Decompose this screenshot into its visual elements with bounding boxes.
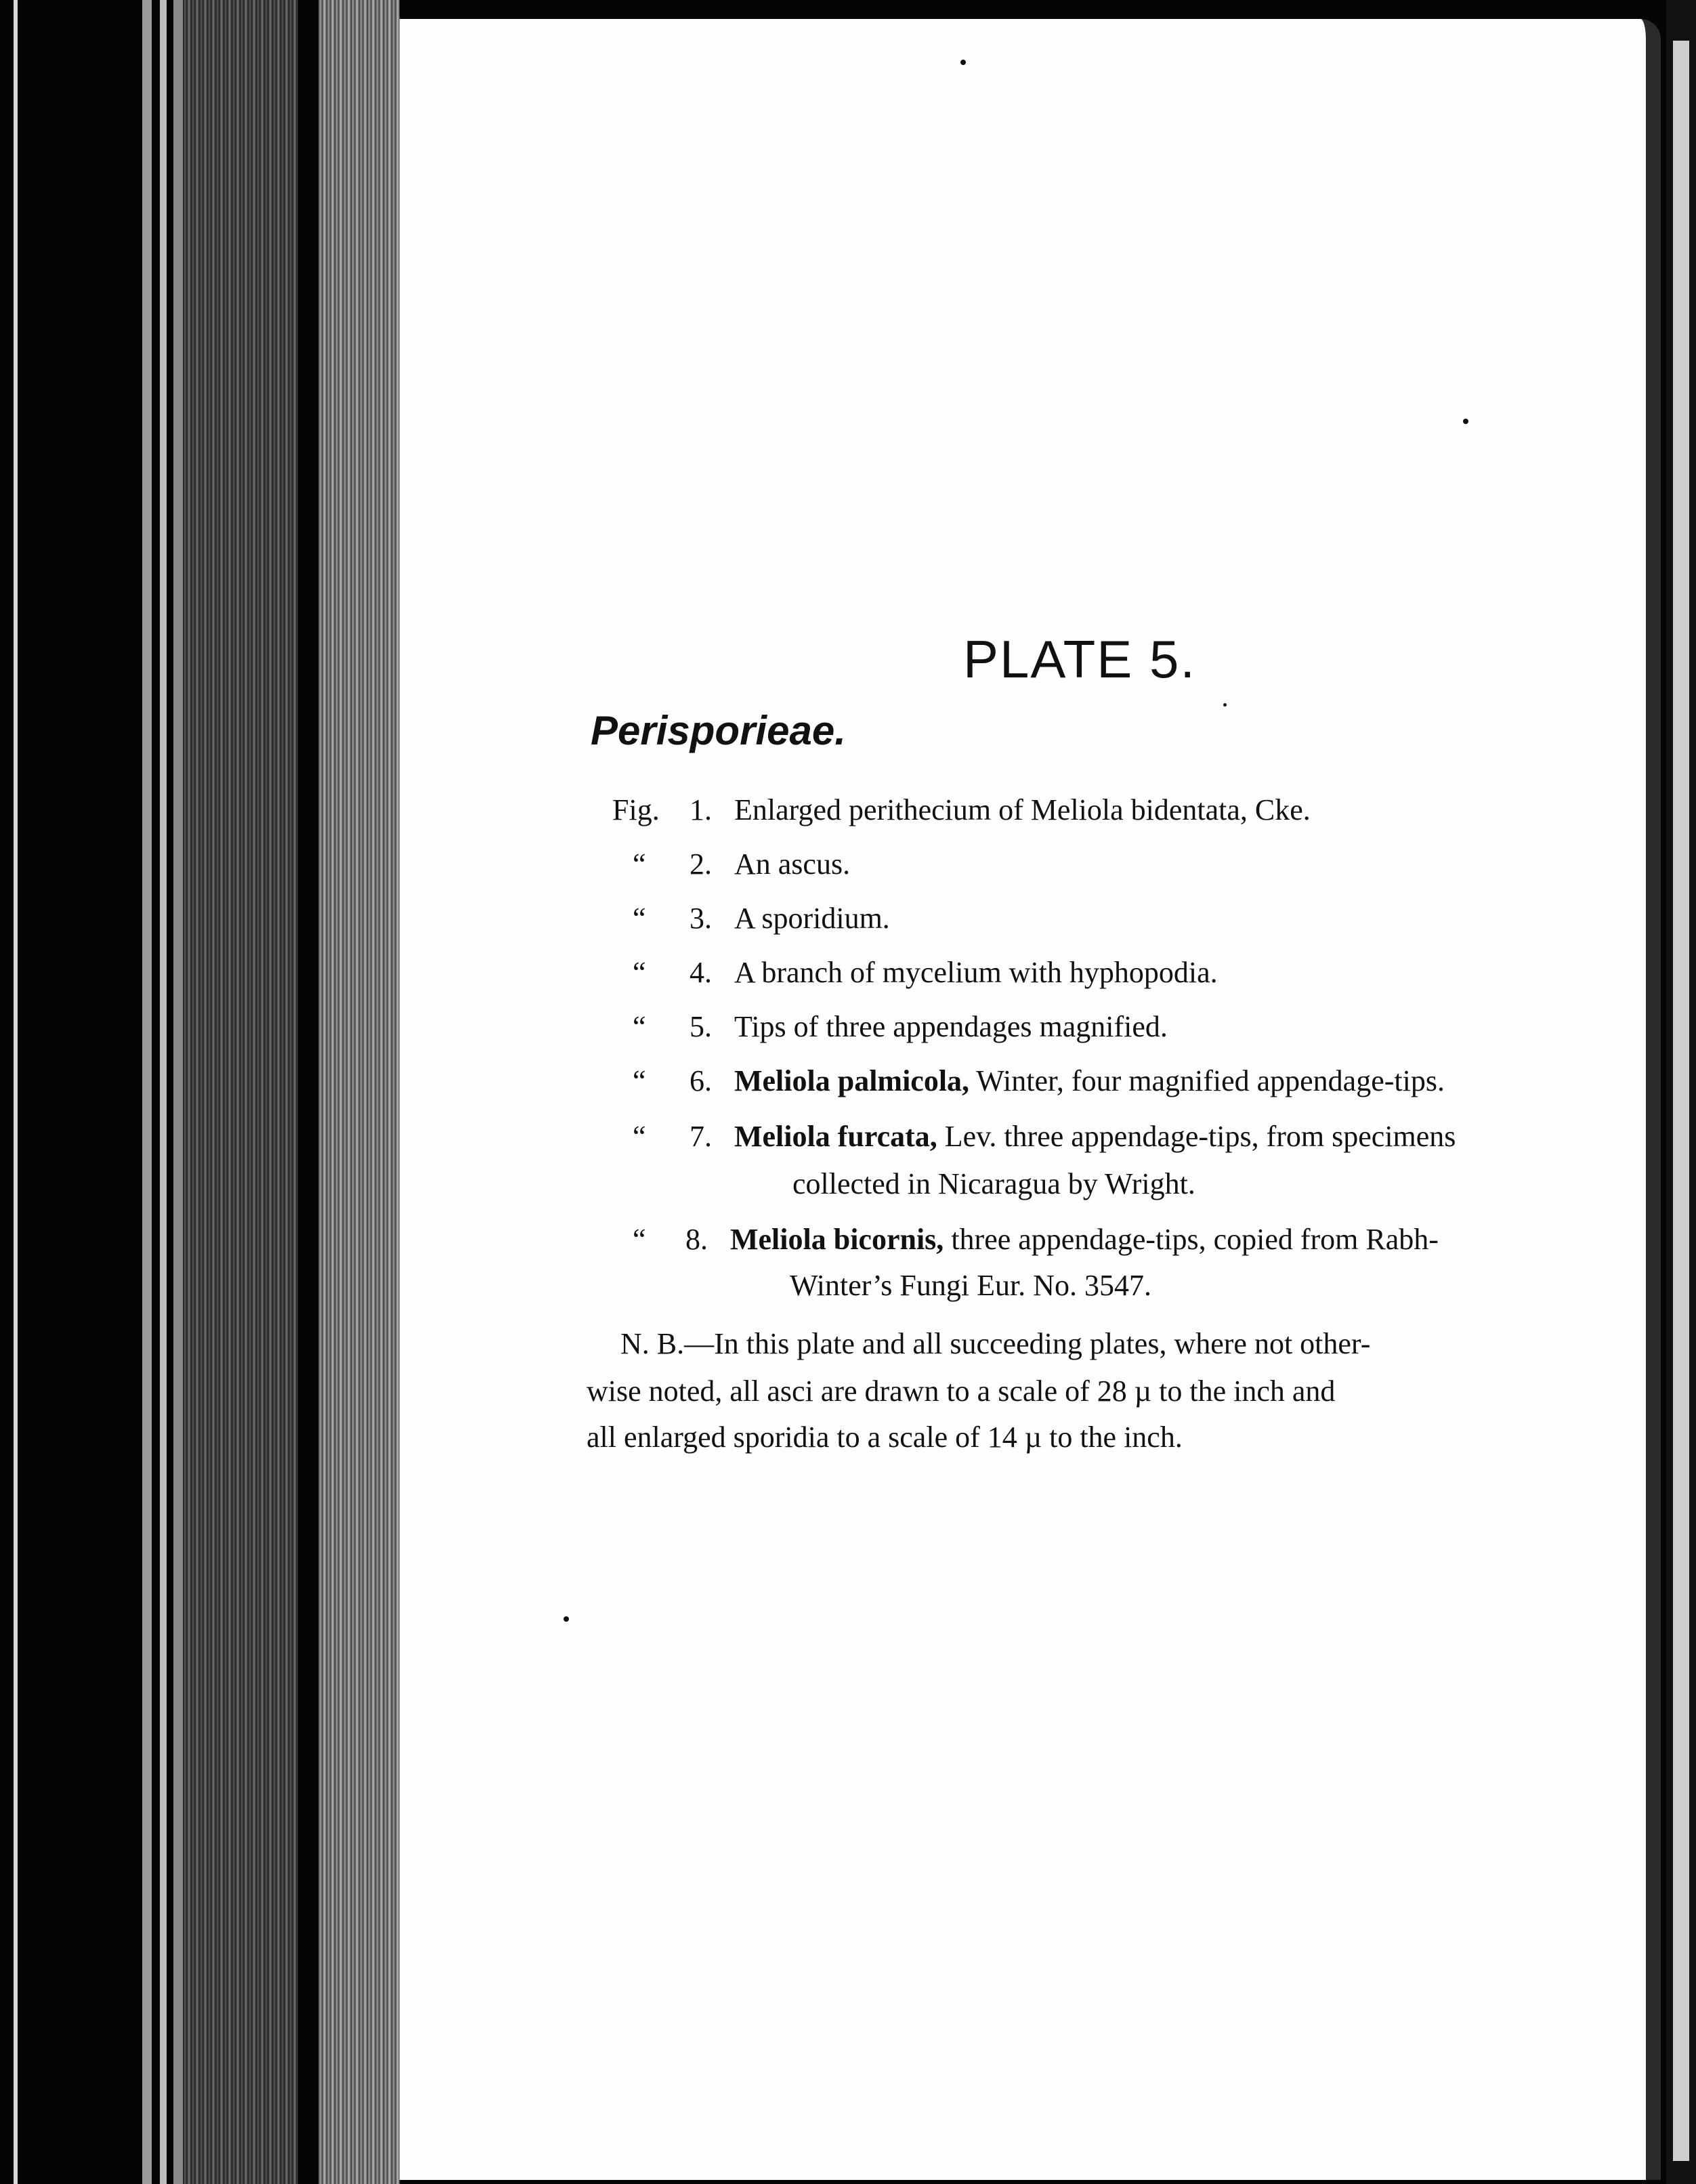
plate-title: PLATE 5.	[963, 629, 1197, 689]
note-line: N. B.—In this plate and all succeeding plates, where not other-	[620, 1327, 1371, 1360]
ditto-mark: “	[633, 1120, 646, 1153]
ditto-mark: “	[633, 1064, 646, 1097]
species-name: Meliola furcata,	[734, 1120, 937, 1153]
figure-number: 7.	[690, 1120, 712, 1153]
book-edge-line	[160, 0, 167, 2184]
caption-text: three appendage-tips, copied from Rabh-	[951, 1223, 1439, 1256]
figure-number: 2.	[690, 847, 712, 881]
figure-caption	[734, 847, 850, 881]
caption-text: An ascus.	[734, 847, 851, 881]
figure-caption	[730, 1222, 1439, 1257]
figure-number: 5.	[690, 1010, 712, 1043]
book-edge-line	[14, 0, 18, 2184]
figure-number: 1.	[690, 793, 712, 826]
figure-caption	[734, 1119, 1456, 1154]
speck	[960, 60, 966, 65]
caption-text: Tips of three appendages magnified.	[734, 1010, 1168, 1043]
note-line: all enlarged sporidia to a scale of 14 µ to the inch.	[587, 1421, 1183, 1454]
section-title: Perisporieae.	[591, 708, 846, 753]
figure-caption	[734, 1064, 1445, 1098]
caption-text: A sporidium.	[734, 902, 890, 935]
page-stack-shadow	[183, 0, 298, 2184]
species-name: Meliola bicornis,	[730, 1223, 944, 1256]
speck	[1463, 419, 1468, 424]
figure-caption	[734, 1009, 1168, 1044]
figure-caption	[734, 793, 1311, 827]
caption-text: Winter, four magnified appendage-tips.	[976, 1064, 1445, 1097]
speck	[1223, 703, 1227, 707]
caption-continuation: collected in Nicaragua by Wright.	[792, 1167, 1195, 1200]
figure-number: 8.	[685, 1223, 708, 1256]
figure-number: 3.	[690, 902, 712, 935]
figure-number: 4.	[690, 956, 712, 989]
ditto-mark: “	[633, 902, 646, 935]
facing-page-edge	[1666, 0, 1696, 2184]
ditto-mark: “	[633, 956, 646, 989]
caption-text: Lev. three appendage-tips, from specimens	[944, 1120, 1456, 1153]
speck	[564, 1616, 569, 1622]
ditto-mark: “	[633, 1223, 646, 1256]
figure-prefix: Fig.	[612, 793, 660, 826]
plate-page	[400, 19, 1661, 2180]
page-stack-edges	[318, 0, 400, 2184]
caption-text: Enlarged perithecium of Meliola bidentata, Cke.	[734, 793, 1311, 826]
species-name: Meliola palmicola,	[734, 1064, 970, 1097]
book-edge-line	[142, 0, 152, 2184]
caption-text: A branch of mycelium with hyphopodia.	[734, 956, 1218, 989]
note-line: wise noted, all asci are drawn to a scale of 28 µ to the inch and	[587, 1374, 1336, 1408]
figure-caption	[734, 901, 890, 936]
ditto-mark: “	[633, 847, 646, 881]
figure-caption	[734, 955, 1218, 990]
ditto-mark: “	[633, 1010, 646, 1043]
book-edge-line	[173, 0, 183, 2184]
caption-continuation: Winter’s Fungi Eur. No. 3547.	[790, 1269, 1151, 1302]
figure-number: 6.	[690, 1064, 712, 1097]
